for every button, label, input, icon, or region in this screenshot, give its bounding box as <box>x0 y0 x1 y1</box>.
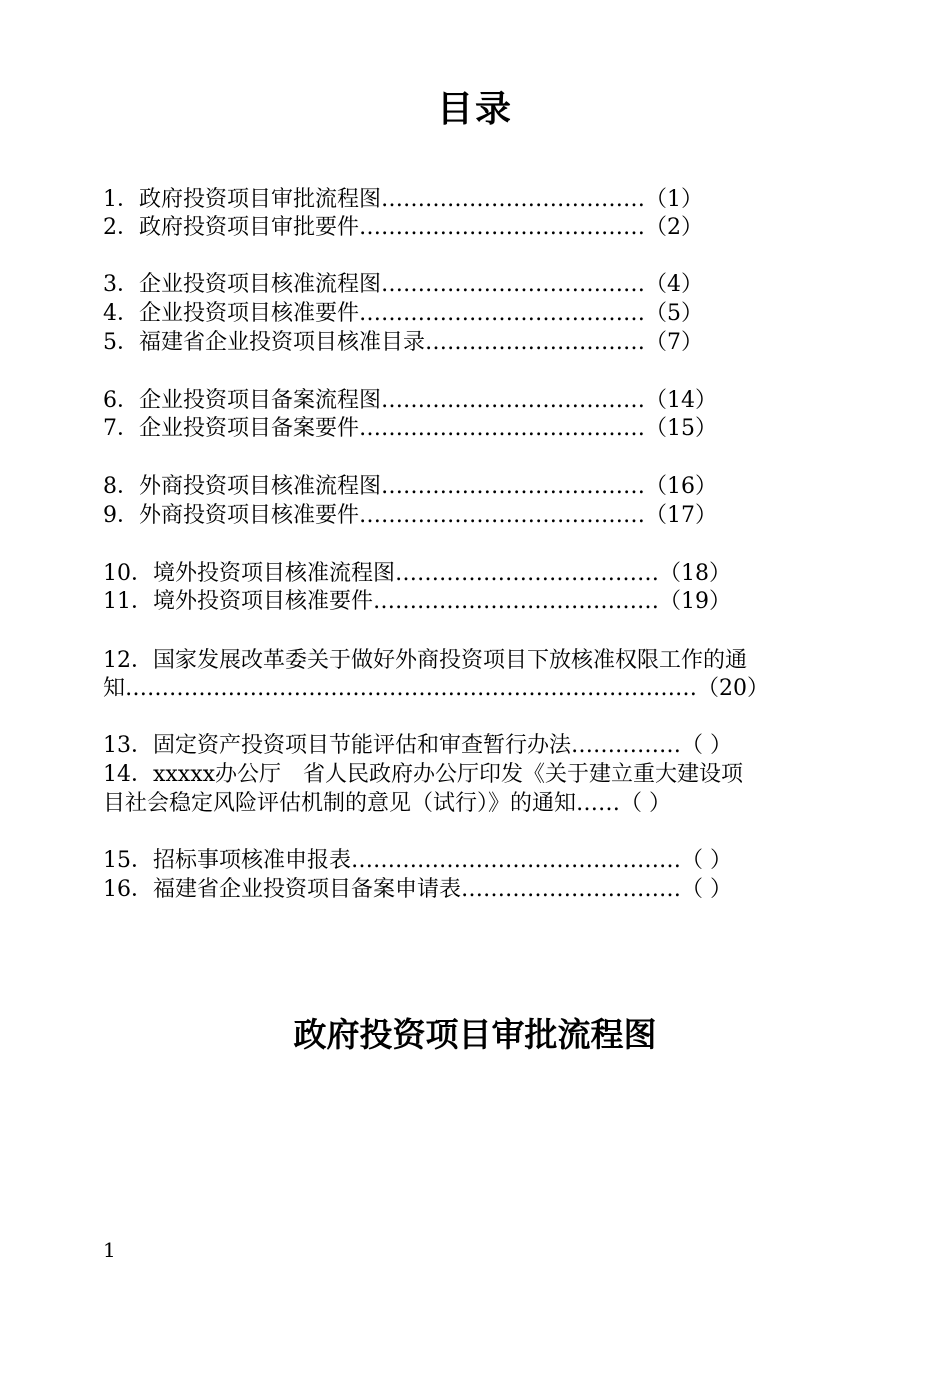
toc-entry-4: 4．企业投资项目核准要件…………………………………（5） <box>103 301 703 326</box>
toc-entry-1: 1．政府投资项目审批流程图………………………………（1） <box>103 187 703 212</box>
page-number: 1 <box>103 1238 116 1262</box>
toc-entry-10: 10．境外投资项目核准流程图………………………………（18） <box>103 561 731 586</box>
section-title: 政府投资项目审批流程图 <box>293 1015 657 1054</box>
toc-entry-14-line-1: 14．xxxxx办公厅 省人民政府办公厅印发《关于建立重大建设项 <box>103 762 744 787</box>
toc-entry-12-line-2: 知……………………………………………………………………（20） <box>103 676 769 701</box>
toc-entry-7: 7．企业投资项目备案要件…………………………………（15） <box>103 416 717 441</box>
toc-entry-2: 2．政府投资项目审批要件…………………………………（2） <box>103 215 703 240</box>
toc-entry-12-line-1: 12．国家发展改革委关于做好外商投资项目下放核准权限工作的通 <box>103 648 747 673</box>
toc-entry-9: 9．外商投资项目核准要件…………………………………（17） <box>103 503 717 528</box>
toc-entry-13: 13．固定资产投资项目节能评估和审查暂行办法……………（ ） <box>103 733 732 758</box>
toc-entry-3: 3．企业投资项目核准流程图………………………………（4） <box>103 272 703 297</box>
toc-entry-6: 6．企业投资项目备案流程图………………………………（14） <box>103 388 717 413</box>
toc-entry-15: 15．招标事项核准申报表………………………………………（ ） <box>103 848 732 873</box>
toc-entry-16: 16．福建省企业投资项目备案申请表…………………………（ ） <box>103 877 732 902</box>
toc-entry-11: 11．境外投资项目核准要件…………………………………（19） <box>103 589 731 614</box>
toc-entry-5: 5．福建省企业投资项目核准目录…………………………（7） <box>103 330 703 355</box>
toc-entry-8: 8．外商投资项目核准流程图………………………………（16） <box>103 474 717 499</box>
toc-entry-14-line-2: 目社会稳定风险评估机制的意见（试行）》的通知……（ ） <box>103 791 671 816</box>
toc-title: 目录 <box>436 88 513 130</box>
